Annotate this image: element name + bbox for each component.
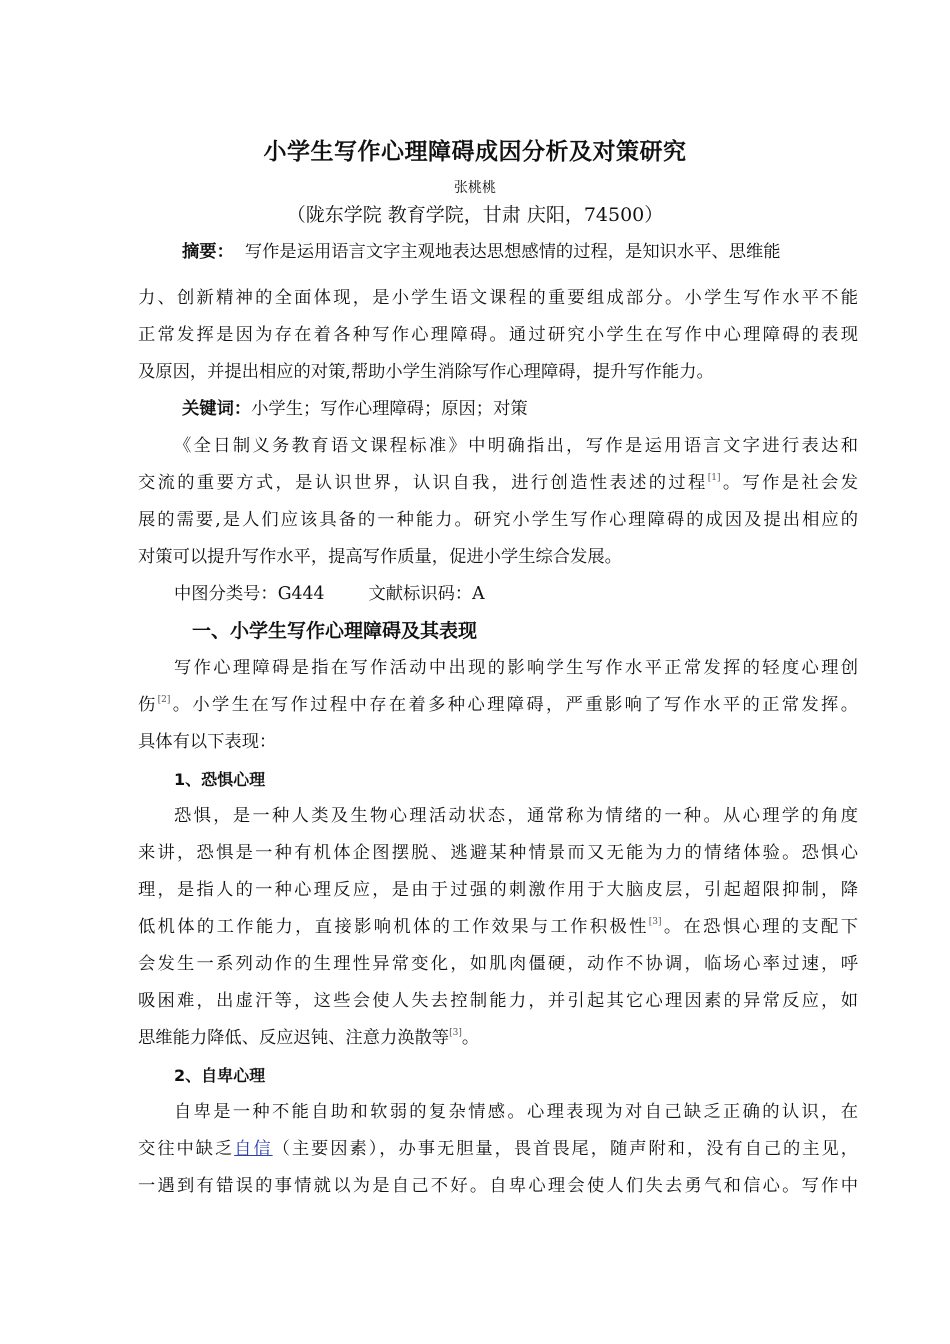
subsection-line	[138, 909, 858, 946]
abstract-label: 摘要：	[182, 242, 234, 262]
author-affiliation: （陇东学院 教育学院，甘肃 庆阳，74500）	[286, 204, 664, 226]
abstract-block	[138, 234, 858, 271]
keywords-text: 小学生；写作心理障碍；原因；对策	[251, 399, 528, 419]
paragraph-text: 。在恐惧心理的支配下	[661, 917, 858, 937]
citation-ref: [2]	[157, 695, 171, 705]
subsection-heading: 1、恐惧心理	[174, 770, 266, 789]
citation-ref: [3]	[648, 917, 662, 927]
author-name: 张桃桃	[454, 180, 496, 196]
main-body	[138, 391, 858, 1205]
abstract-continuation	[138, 280, 858, 391]
citation-ref: [3]	[449, 1028, 462, 1038]
subsection-line	[138, 1020, 858, 1057]
paragraph-text: 。	[461, 1028, 480, 1048]
abstract-text: 写作是运用语言文字主观地表达思想感情的过程，是知识水平、思维能	[244, 242, 781, 262]
paragraph-text: 。小学生在写作过程中存在着多种心理障碍，严重影响了写作水平的正常发挥。	[170, 695, 858, 715]
document-code: 文献标识码：A	[368, 584, 485, 604]
paper-title: 小学生写作心理障碍成因分析及对策研究	[263, 139, 687, 165]
subsection-line: 吸困难，出虚汗等，这些会使人失去控制能力，并引起其它心理因素的异常反应，如	[138, 991, 858, 1011]
paragraph-text: 伤	[138, 695, 158, 715]
abstract-line: 正常发挥是因为存在着各种写作心理障碍。通过研究小学生在写作中心理障碍的表现	[138, 325, 858, 345]
hyperlink-self-confidence[interactable]: 自信	[234, 1139, 273, 1159]
abstract-first-line	[138, 234, 858, 271]
abstract-line: 及原因，并提出相应的对策,帮助小学生消除写作心理障碍，提升写作能力。	[138, 362, 714, 382]
subsection-heading: 2、自卑心理	[174, 1066, 266, 1085]
subsection-line: 来讲，恐惧是一种有机体企图摆脱、逃避某种情景而又无能为力的情绪体验。恐惧心	[138, 843, 858, 863]
paragraph-text: 思维能力降低、反应迟钝、注意力涣散等	[138, 1028, 450, 1048]
classification-line	[138, 576, 858, 613]
keywords-line	[138, 391, 858, 428]
paragraph-text: （主要因素），办事无胆量，畏首畏尾，随声附和，没有自己的主见，	[272, 1139, 858, 1159]
intro-line	[138, 465, 858, 502]
subsection-line: 一遇到有错误的事情就以为是自己不好。自卑心理会使人们失去勇气和信心。写作中	[138, 1176, 858, 1196]
subsection-line: 会发生一系列动作的生理性异常变化，如肌肉僵硬，动作不协调，临场心率过速，呼	[138, 954, 858, 974]
section-paragraph-line	[138, 687, 858, 724]
keywords-label: 关键词：	[182, 399, 252, 419]
section-paragraph-line: 具体有以下表现：	[138, 732, 277, 752]
intro-line: 对策可以提升写作水平，提高写作质量，促进小学生综合发展。	[138, 547, 622, 567]
citation-ref: [1]	[707, 473, 721, 483]
paragraph-text: 交往中缺乏	[138, 1139, 235, 1159]
intro-line: 《全日制义务教育语文课程标准》中明确指出，写作是运用语言文字进行表达和	[174, 436, 858, 456]
subsection-line: 理，是指人的一种心理反应，是由于过强的刺激作用于大脑皮层，引起超限抑制，降	[138, 880, 858, 900]
subsection-line: 自卑是一种不能自助和软弱的复杂情感。心理表现为对自己缺乏正确的认识，在	[174, 1102, 858, 1122]
paragraph-text: 低机体的工作能力，直接影响机体的工作效果与工作积极性	[138, 917, 649, 937]
subsection-line: 恐惧，是一种人类及生物心理活动状态，通常称为情绪的一种。从心理学的角度	[174, 806, 858, 826]
intro-text: 交流的重要方式，是认识世界，认识自我，进行创造性表述的过程	[138, 473, 708, 493]
intro-line: 展的需要,是人们应该具备的一种能力。研究小学生写作心理障碍的成因及提出相应的	[138, 510, 858, 530]
abstract-line: 力、创新精神的全面体现，是小学生语文课程的重要组成部分。小学生写作水平不能	[138, 288, 858, 308]
section-heading: 一、小学生写作心理障碍及其表现	[192, 620, 478, 642]
clc-number: 中图分类号：G444	[174, 584, 325, 604]
intro-text: 。写作是社会发	[720, 473, 858, 493]
section-paragraph-line: 写作心理障碍是指在写作活动中出现的影响学生写作水平正常发挥的轻度心理创	[174, 658, 858, 678]
subsection-line	[138, 1131, 858, 1168]
